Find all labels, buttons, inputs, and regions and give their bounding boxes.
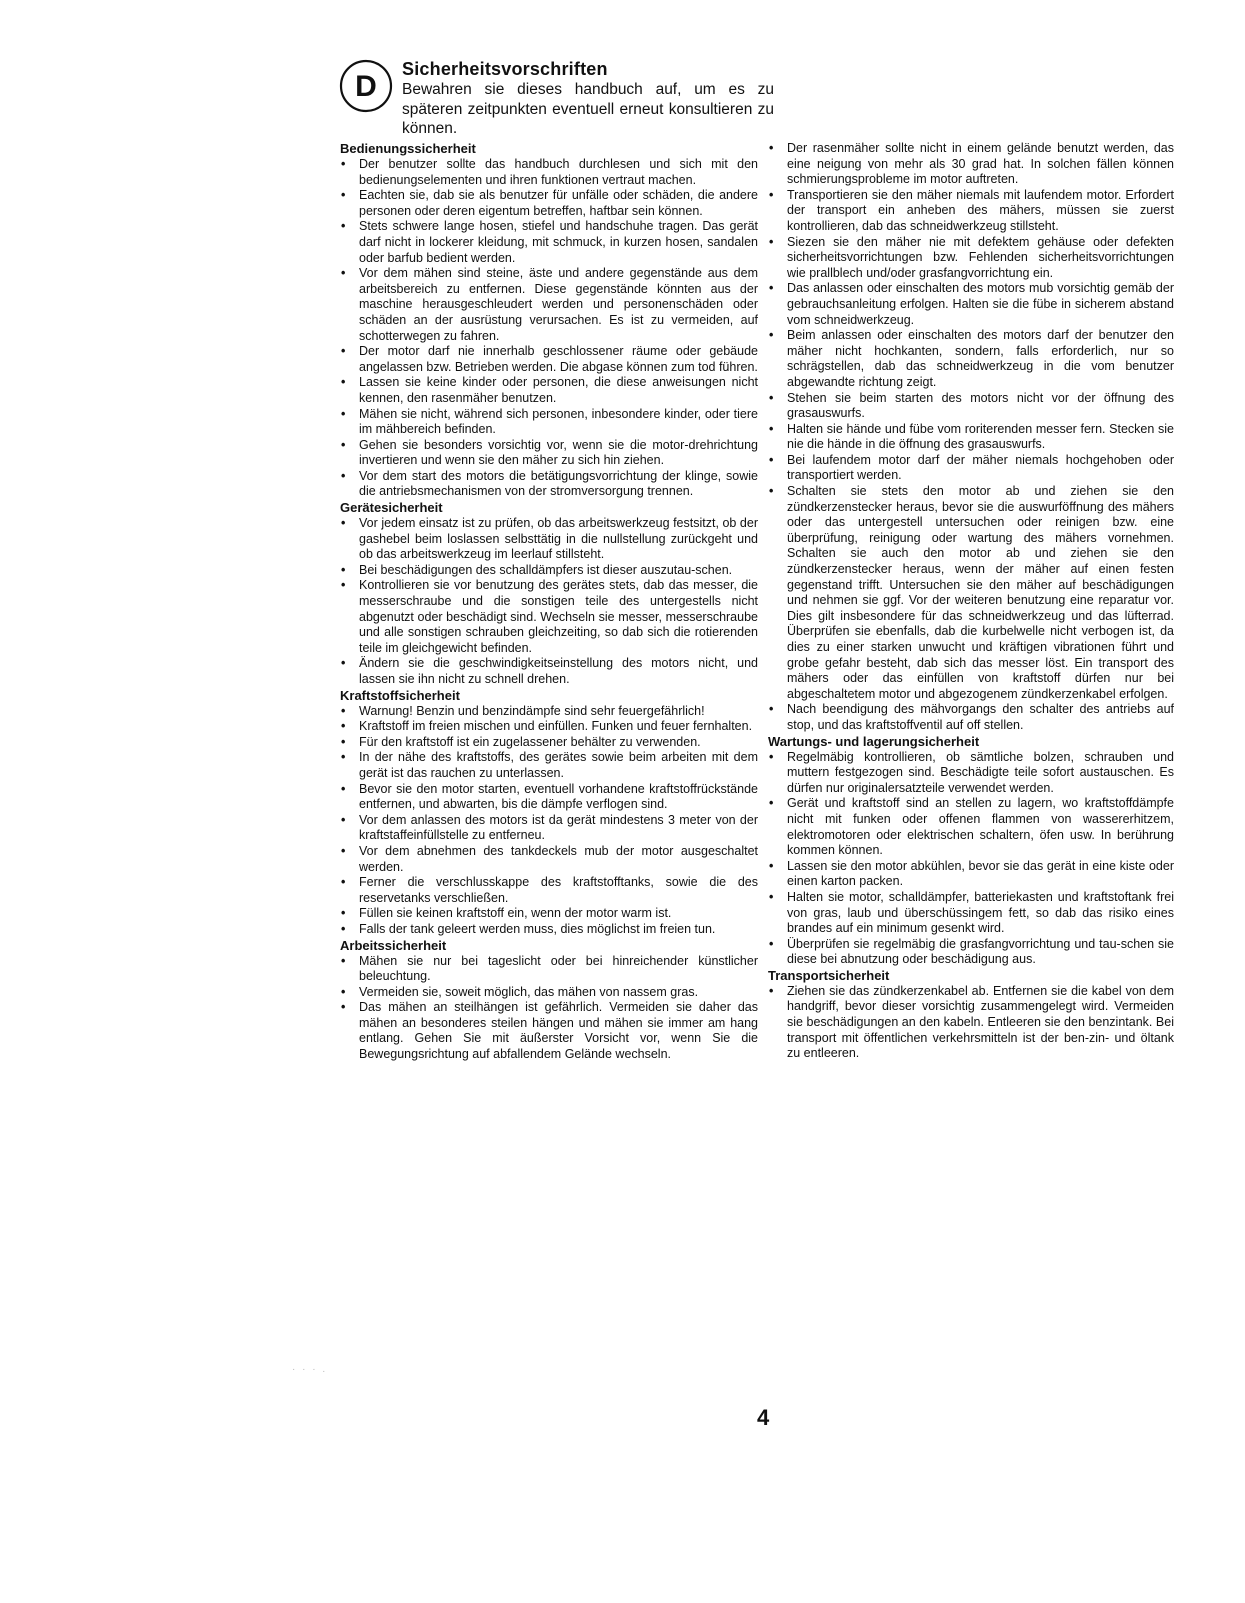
section-geraetesicherheit [340,500,758,688]
list-item: • Stehen sie beim starten des motors nicht vor der öffnung des grasauswurfs. [768,391,1174,422]
list-item: • Schalten sie stets den motor ab und ziehen sie den zündkerzenstecker heraus, bevor sie die auswurföffnung des mähers oder das untergestell untersuchen oder reinigen bzw. eine überprüfung, reinigung oder wartung des mähers vornehmen. Schalten sie auch den motor ab und ziehen sie den zündkerzenstecker heraus, wenn der mäher auf einen festen gegenstand trifft. Untersuchen sie den mäher auf beschädigungen und nehmen sie ggf. Vor der weiteren benutzung eine reparatur vor. Dies gilt insbesondere für das schneidwerkzeug und das lüfterrad. Überprüfen sie ebenfalls, dab die kurbelwelle nicht verbogen ist, da dies zu einer starken unwucht und kräftigen vibrationen führt und grobe gefahr besteht, dab sich das messer löst. Ein transport des mähers oder das einfüllen von kraftstoff dürfen nur bei abgeschaltetem motor und abgezogenem zündkerzenkabel erfolgen. [768,484,1174,702]
section-bedienungssicherheit [340,141,758,500]
list-item: • Falls der tank geleert werden muss, dies möglichst im freien tun. [340,922,758,938]
list-item: • Mähen sie nicht, während sich personen, inbesondere kinder, oder tiere im mähbereich befinden. [340,407,758,438]
list-item: • Stets schwere lange hosen, stiefel und handschuhe tragen. Das gerät darf nicht in lockerer kleidung, mit schmuck, in kurzen hosen, sandalen oder barfub bedient werden. [340,219,758,266]
list-item: • Vor dem start des motors die betätigungsvorrichtung der klinge, sowie die antriebsmechanismen von der stromversorgung trennen. [340,469,758,500]
section-wartungs-und-lagerungsicherheit [768,734,1174,968]
list-item: • Warnung! Benzin und benzindämpfe sind sehr feuergefährlich! [340,704,758,720]
section-title: Wartungs- und lagerungsicherheit [768,733,980,749]
list-item: • Halten sie motor, schalldämpfer, batteriekasten und kraftstoftank frei von gras, laub und überschüssingem fett, so dab das risiko eines brandes auf ein minimum gesenkt wird. [768,890,1174,937]
list-item: • Mähen sie nur bei tageslicht oder bei hinreichender künstlicher beleuchtung. [340,954,758,985]
list-item: • Beim anlassen oder einschalten des motors darf der benutzer den mäher nicht hochkanten, sondern, falls erforderlich, nur so schrägstellen, dab das schneidwerkzeug in die vom benutzer abgewandte richtung zeigt. [768,328,1174,390]
list-item: • Das anlassen oder einschalten des motors mub vorsichtig gemäb der gebrauchsanleitung erfolgen. Halten sie die fübe in sicherem abstand vom schneidwerkzeug. [768,281,1174,328]
list-item: • In der nähe des kraftstoffs, des gerätes sowie beim arbeiten mit dem gerät ist das rauchen zu unterlassen. [340,750,758,781]
list-item: • Der benutzer sollte das handbuch durchlesen und sich mit den bedienungselementen und ihren funktionen vertraut machen. [340,157,758,188]
list-item: • Lassen sie den motor abkühlen, bevor sie das gerät in eine kiste oder einen karton packen. [768,859,1174,890]
list-item: • Vermeiden sie, soweit möglich, das mähen von nassem gras. [340,985,758,1001]
language-badge [338,58,396,116]
list-item: • Eachten sie, dab sie als benutzer für unfälle oder schäden, die andere personen oder deren eigentum betreffen, haftbar sein können. [340,188,758,219]
list-item: • Ferner die verschlusskappe des kraftstofftanks, sowie die des reservetanks verschließen. [340,875,758,906]
list-item: • Der rasenmäher sollte nicht in einem gelände benutzt werden, das eine neigung von mehr als 30 grad hat. In solchen fällen können schmierungsprobleme im motor auftreten. [768,141,1174,188]
list-item: • Vor jedem einsatz ist zu prüfen, ob das arbeitswerkzeug festsitzt, ob der gashebel beim loslassen selbsttätig in die nullstellung zurückgeht und ob das arbeitswerkzeug im leerlauf stillsteht. [340,516,758,563]
left-column [340,141,758,1063]
section-transportsicherheit [768,968,1174,1062]
bullet-list [768,750,1174,968]
bullet-list [340,516,758,688]
bullet-list [768,141,1174,734]
section-title: Kraftstoffsicherheit [340,687,460,703]
list-item: • Bevor sie den motor starten, eventuell vorhandene kraftstoffrückstände entfernen, und abwarten, bis die dämpfe verflogen sind. [340,782,758,813]
list-item: • Regelmäbig kontrollieren, ob sämtliche bolzen, schrauben und muttern festgezogen sind. Beschädigte teile sofort austauschen. Es dürfen nur originalersatzteile verwendet werden. [768,750,1174,797]
section-arbeitssicherheit [340,938,758,1063]
language-letter: D [355,70,377,103]
list-item: • Kontrollieren sie vor benutzung des gerätes stets, dab das messer, die messerschraube und die sonstigen teile des untergestells nicht abgenutzt oder beschädigt sind. Wechseln sie messer, messerschraube und alle sonstigen schrauben gleichzeiting, so dab sich die rotierenden teile im gleichgewicht befinden. [340,578,758,656]
list-item: • Halten sie hände und fübe vom roriterenden messer fern. Stecken sie nie die hände in die öffnung des grasauswurfs. [768,422,1174,453]
section-title: Gerätesicherheit [340,500,443,516]
section-continued [768,141,1174,734]
section-title: Bedienungssicherheit [340,141,476,156]
section-title: Transportsicherheit [768,967,890,983]
list-item: • Nach beendigung des mähvorgangs den schalter des antriebs auf stop, und das kraftstoffventil auf off stellen. [768,702,1174,733]
list-item: • Gerät und kraftstoff sind an stellen zu lagern, wo kraftstoffdämpfe nicht mit funken oder offenen flammen von wassererhitzem, elektromotoren oder elektrischen schaltern, öfen usw. In berührung kommen können. [768,796,1174,858]
list-item: • Für den kraftstoff ist ein zugelassener behälter zu verwenden. [340,735,758,751]
list-item: • Gehen sie besonders vorsichtig vor, wenn sie die motor-drehrichtung invertieren und wenn sie den mäher zu sich hin ziehen. [340,438,758,469]
bullet-list [768,984,1174,1062]
list-item: • Überprüfen sie regelmäbig die grasfangvorrichtung und tau-schen sie diese bei abnutzung oder beschädigung aus. [768,937,1174,968]
section-kraftstoffsicherheit [340,688,758,938]
list-item: • Ziehen sie das zündkerzenkabel ab. Entfernen sie die kabel von dem handgriff, bevor dieser vorsichtig zusammengelegt wird. Vermeiden sie beschädigungen an den kabeln. Entleeren sie den benzintank. Bei transport mit öffentlichen verkehrsmitteln ist der ben-zin- und öltank zu entleeren. [768,984,1174,1062]
scan-artifact: · · · . [292,1364,328,1375]
page-number: 4 [757,1405,770,1430]
list-item: • Bei laufendem motor darf der mäher niemals hochgehoben oder transportiert werden. [768,453,1174,484]
intro-text: Bewahren sie dieses handbuch auf, um es zu späteren zeitpunkten eventuell erneut konsultieren zu können. [402,81,774,137]
page-header [338,58,778,140]
list-item: • Ändern sie die geschwindigkeitseinstellung des motors nicht, und lassen sie ihn nicht zu schnell drehen. [340,656,758,687]
page-title: Sicherheitsvorschriften [402,59,608,79]
list-item: • Vor dem mähen sind steine, äste und andere gegenstände aus dem arbeitsbereich zu entfernen. Diese gegenstände könnten aus der maschine herausgeschleudert werden und personenschäden oder schäden an der ausrüstung verursachen. Es ist zu vermeiden, auf schotterwegen zu fahren. [340,266,758,344]
list-item: • Kraftstoff im freien mischen und einfüllen. Funken und feuer fernhalten. [340,719,758,735]
list-item: • Füllen sie keinen kraftstoff ein, wenn der motor warm ist. [340,906,758,922]
circle-d-icon [338,58,396,116]
bullet-list [340,704,758,938]
list-item: • Der motor darf nie innerhalb geschlossener räume oder gebäude angelassen bzw. Betrieben werden. Die abgase können zum tod führen. [340,344,758,375]
bullet-list [340,954,758,1063]
bullet-list [340,157,758,500]
section-title: Arbeitssicherheit [340,937,447,953]
list-item: • Lassen sie keine kinder oder personen, die diese anweisungen nicht kennen, den rasenmäher benutzen. [340,375,758,406]
list-item: • Das mähen an steilhängen ist gefährlich. Vermeiden sie daher das mähen an besonderes steilen hängen und mähen sie immer am hang entlang. Gehen Sie mit äußerster Vorsicht vor, wenn Sie die Bewegungsrichtung auf abfallendem Gelände wechseln. [340,1000,758,1062]
list-item: • Vor dem abnehmen des tankdeckels mub der motor ausgeschaltet werden. [340,844,758,875]
list-item: • Siezen sie den mäher nie mit defektem gehäuse oder defekten sicherheitsvorrichtungen bzw. Fehlenden sicherheitsvorrichtungen wie prallblech und/oder grasfangvorrichtung ein. [768,235,1174,282]
right-column [768,141,1174,1062]
list-item: • Vor dem anlassen des motors ist da gerät mindestens 3 meter von der kraftstaffeinfüllstelle zu entferneu. [340,813,758,844]
list-item: • Transportieren sie den mäher niemals mit laufendem motor. Erfordert der transport ein anheben des mähers, müssen sie zuerst kontrollieren, dab das schneidwerkzeug stillsteht. [768,188,1174,235]
list-item: • Bei beschädigungen des schalldämpfers ist dieser auszutau-schen. [340,563,758,579]
